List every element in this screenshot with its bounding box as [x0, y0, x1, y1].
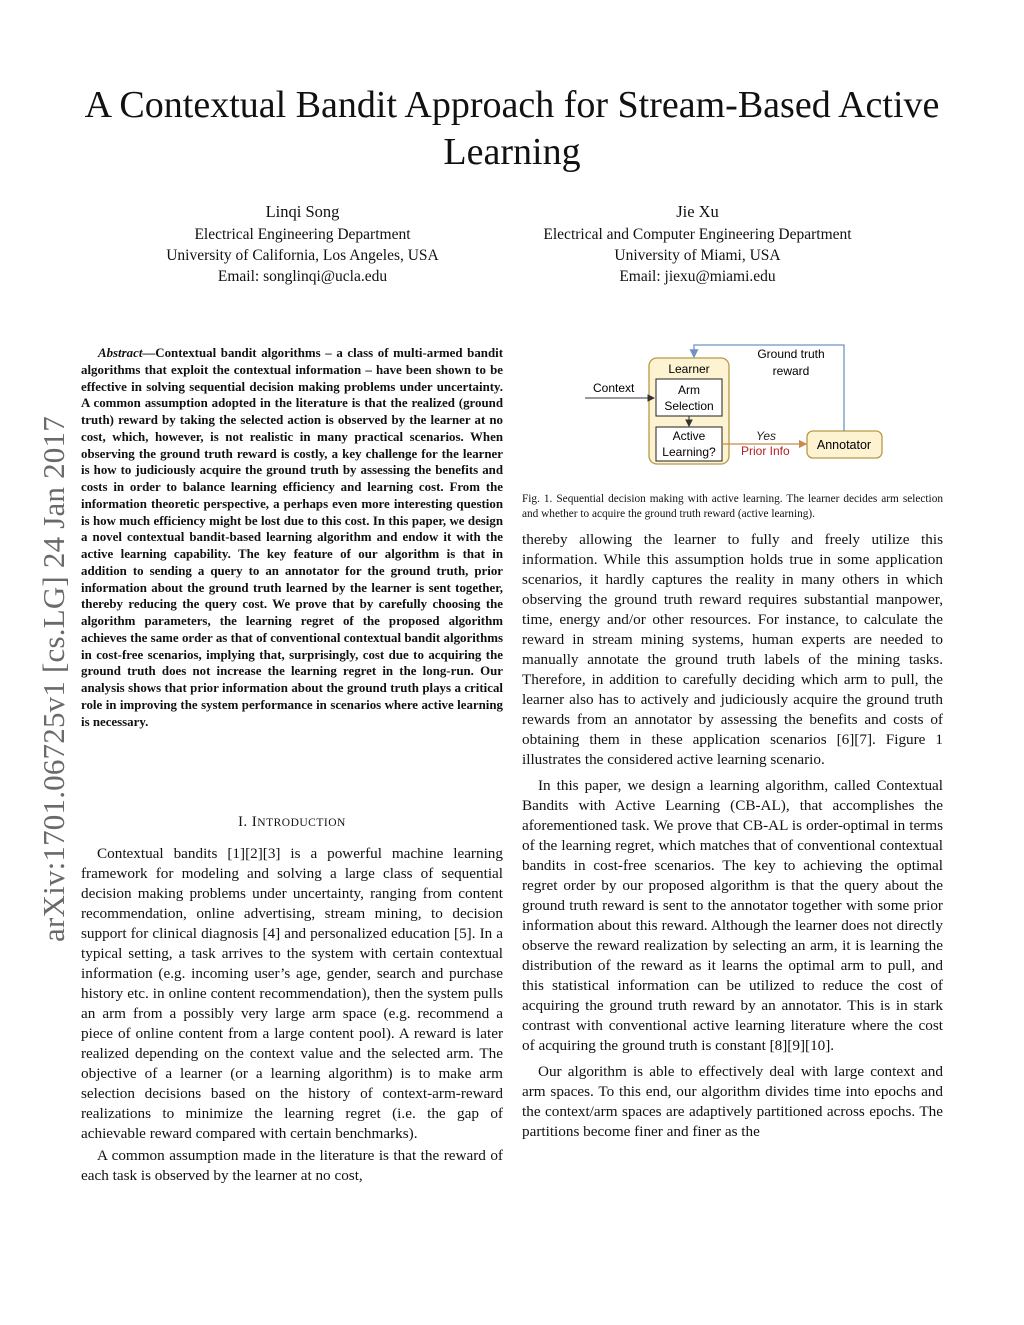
author-name: Jie Xu: [676, 202, 719, 221]
section-number: I.: [238, 814, 248, 830]
author-email: Email: songlinqi@ucla.edu: [217, 268, 388, 285]
author-name: Linqi Song: [265, 202, 340, 221]
learning-question-label: Learning?: [662, 445, 716, 459]
right-column-body: [522, 530, 943, 1148]
annotator-label: Annotator: [816, 438, 872, 452]
learner-label: Learner: [668, 362, 710, 376]
paragraph: Contextual bandits [1][2][3] is a powerful machine learning framework for modeling and solving a large class of sequential decision making problems under uncertainty, ranging from content recommendation, online advertising, stream mining, to decision support for clinical diagnosis [4] and personalized education [5]. In a typical setting, a task arrives to the system with certain contextual information (e.g. incoming user’s age, gender, search and purchase history etc. in online content recommendation), then the system pulls an arm from a possibly very large arm space (e.g. recommend a piece of online content from a large content pool). A reward is later realized depending on the context value and the selected arm. The objective of a learner (or a learning algorithm) is to make arm selection decisions based on the history of context-arm-reward realizations to minimize the learning regret (i.e. the gap of achievable reward compared with certain benchmarks).: [81, 845, 503, 1142]
author-department: Electrical and Computer Engineering Department: [543, 226, 852, 243]
author-department: Electrical Engineering Department: [194, 226, 411, 243]
arxiv-identifier: arXiv:1701.06725v1 [cs.LG] 24 Jan 2017: [36, 416, 71, 942]
introduction-body: [81, 844, 503, 1192]
ground-truth-label: Ground truth: [757, 347, 825, 361]
paragraph: A common assumption made in the literature is that the reward of each task is observed by the learner at no cost,: [81, 1147, 503, 1184]
figure-1-caption: Fig. 1. Sequential decision making with active learning. The learner decides arm selection and whether to acquire the ground truth reward (active learning).: [522, 493, 943, 520]
abstract-label: Abstract: [98, 346, 143, 360]
reward-label: reward: [772, 364, 810, 378]
paper-title: A Contextual Bandit Approach for Stream-Based Active Learning: [84, 84, 940, 173]
selection-label: Selection: [664, 399, 714, 413]
arm-label: Arm: [678, 383, 700, 397]
figure-1-diagram: [582, 340, 902, 475]
author-institution: University of California, Los Angeles, USA: [166, 247, 439, 264]
abstract-text: —Contextual bandit algorithms – a class of multi-armed bandit algorithms that exploit the contextual information – have been shown to be effective in solving sequential decision making problems under uncertainty. A common assumption adopted in the literature is that the realized (ground truth) reward by taking the selected action is observed by the learner at no cost, which, however, is not realistic in many practical scenarios. When observing the ground truth reward is costly, a key challenge for the learner is how to judiciously acquire the ground truth by assessing the benefits and costs in order to balance learning efficiency and learning cost. From the information theoretic perspective, a perhaps even more interesting question is how much efficiency might be lost due to this cost. In this paper, we design a novel contextual bandit-based learning algorithm and endow it with the active learning capability. The key feature of our algorithm is that in addition to sending a query to an annotator for the ground truth, prior information about the ground truth learned by the learner is sent together, thereby reducing the query cost. We prove that by carefully choosing the algorithm parameters, the learning regret of the proposed algorithm achieves the same order as that of conventional contextual bandit algorithms in cost-free scenarios, implying that, surprisingly, cost due to acquiring the ground truth does not increase the learning regret in the long-run. Our analysis shows that prior information about the ground truth plays a critical role in improving the system performance in scenarios where active learning is necessary.: [81, 346, 503, 729]
author-email: Email: jiexu@miami.edu: [619, 268, 776, 285]
author-block-2: [500, 201, 895, 287]
abstract: [81, 345, 503, 730]
paragraph: In this paper, we design a learning algorithm, called Contextual Bandits with Active Learning (CB-AL), that accomplishes the aforementioned task. We prove that CB-AL is order-optimal in terms of the learning regret, which matches that of conventional contextual bandits in cost-free scenarios. The key to achieving the optimal regret order by our proposed algorithm is that the query about the ground truth reward is sent to the annotator together with some prior information about this reward. Although the learner does not directly observe the reward realization by selecting an arm, it is learning the distribution of the reward as it learns the optimal arm to pull, and this statistical information can be utilized to reduce the cost of acquiring the ground truth reward by an annotator. This is in stark contrast with conventional active learning literature where the cost of acquiring the ground truth is constant [8][9][10].: [522, 777, 943, 1054]
author-institution: University of Miami, USA: [614, 247, 781, 264]
paragraph: Our algorithm is able to effectively deal with large context and arm spaces. To this end, our algorithm divides time into epochs and the context/arm spaces are adaptively partitioned across epochs. The partitions become finer and finer as the: [522, 1063, 943, 1140]
prior-info-label: Prior Info: [741, 444, 790, 458]
section-title: INTRODUCTION: [251, 814, 346, 830]
context-label: Context: [593, 381, 635, 395]
yes-label: Yes: [756, 429, 777, 443]
author-block-1: [115, 201, 490, 287]
active-label: Active: [672, 429, 706, 443]
section-heading: [81, 814, 503, 831]
paragraph: thereby allowing the learner to fully and freely utilize this information. While this assumption holds true in some application scenarios, it hardly captures the reality in many others in which observing the ground truth reward requires substantial manpower, time, energy and/or other resources. For instance, to calculate the reward in stream mining systems, human experts are needed to manually annotate the ground truth labels of the mining tasks. Therefore, in addition to carefully deciding which arm to pull, the learner also has to actively and judiciously acquire the ground truth rewards from an annotator by assessing the benefits and costs of obtaining them in these application scenarios [6][7]. Figure 1 illustrates the considered active learning scenario.: [522, 531, 943, 768]
